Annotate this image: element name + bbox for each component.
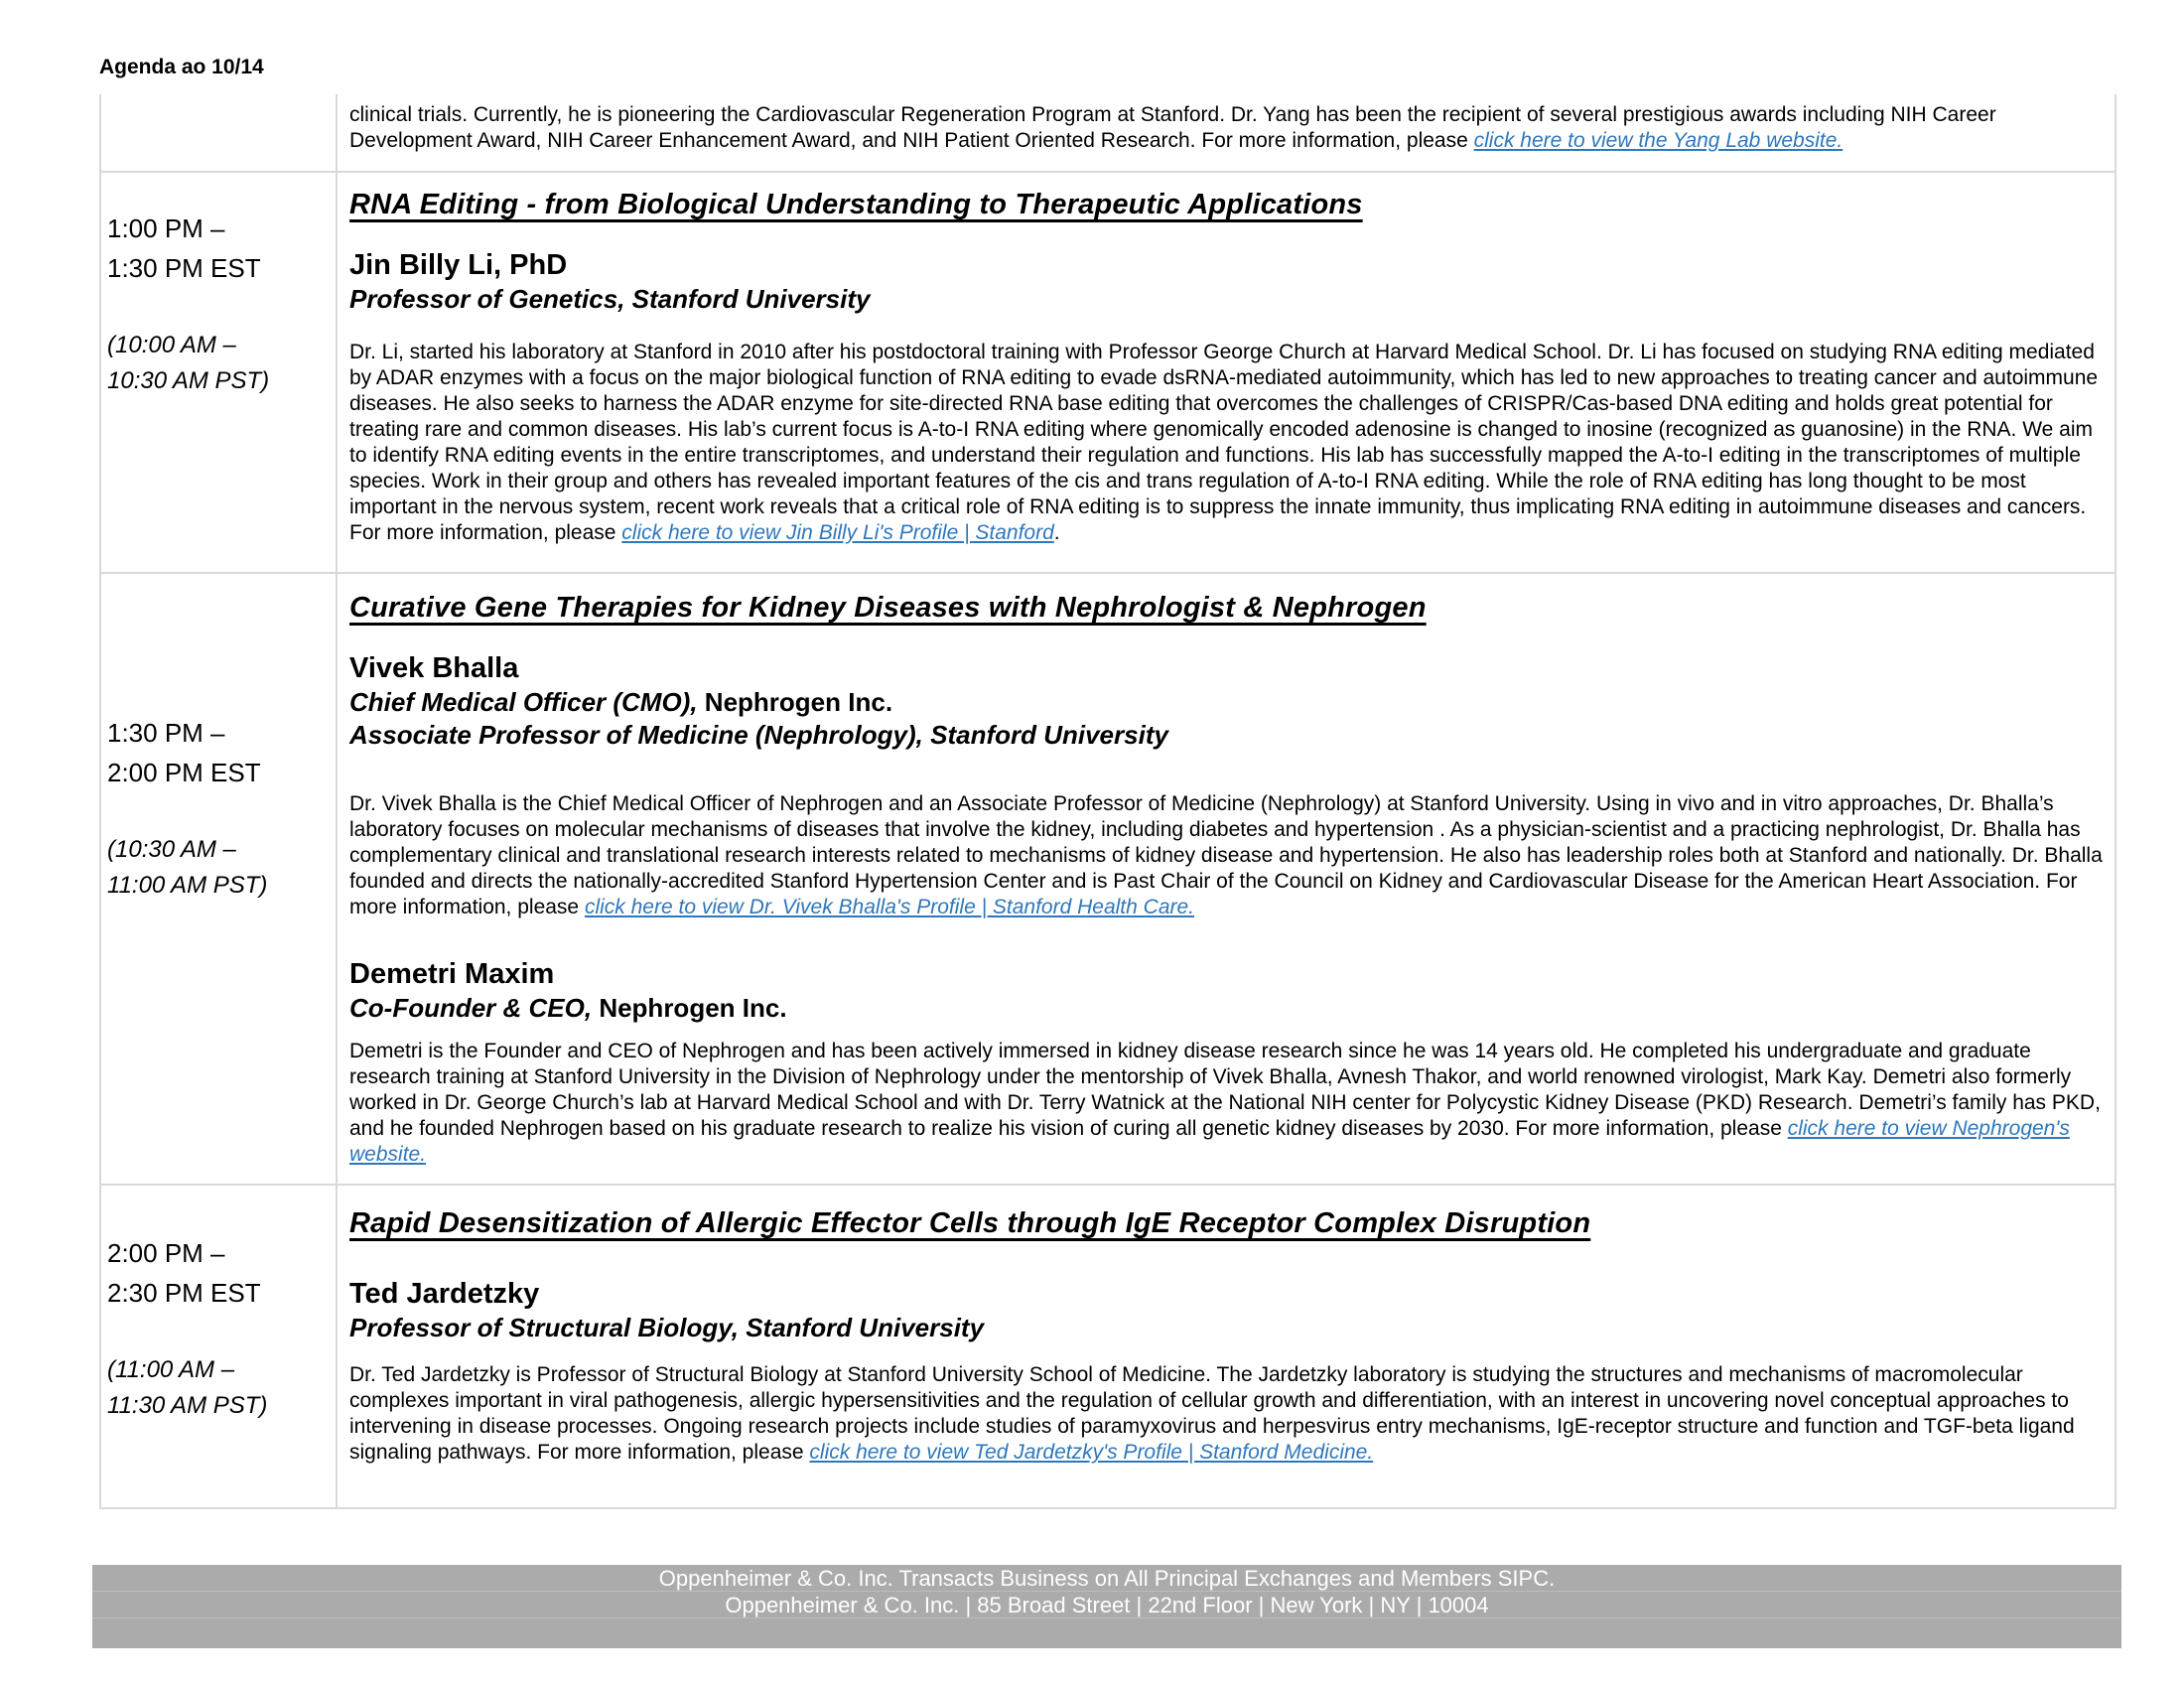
jin-billy-li-profile-link[interactable]: click here to view Jin Billy Li's Profile | Stanford [621, 521, 1054, 544]
session-title: RNA Editing - from Biological Understanding to Therapeutic Applications [349, 189, 1363, 220]
agenda-header-note: Agenda ao 10/14 [99, 56, 264, 78]
speaker-role: Professor of Genetics, Stanford University [349, 284, 871, 314]
speaker-role: Chief Medical Officer (CMO), Nephrogen Inc. [349, 687, 893, 717]
speaker-role: Associate Professor of Medicine (Nephrology), Stanford University [349, 720, 1168, 750]
time-est: 2:00 PM – 2:30 PM EST [107, 1238, 261, 1308]
footer-bar [92, 1565, 2121, 1648]
time-est: 1:00 PM – 1:30 PM EST [107, 213, 261, 283]
time-cell [101, 574, 338, 1184]
session-row-rna-editing [101, 171, 2115, 572]
speaker-bio: Demetri is the Founder and CEO of Nephrogen and has been actively immersed in kidney disease research since he was 14 years old. He completed his undergraduate and graduate research training at Stanford University in the Division of Nephrology under the mentorship of Vivek Bhalla, Avnesh Thakor, and world renowned virologist, Mark Kay. Demetri also formerly worked in Dr. George Church’s lab at Harvard Medical School and with Dr. Terry Watnick at the National NIH center for Polycystic Kidney Disease (PKD) Research. Demetri’s family has PKD, and he founded Nephrogen based on his graduate research to realize his vision of curing all genetic kidney diseases by 2030. For more information, please click here to view Nephrogen's website. [349, 1040, 2101, 1166]
footer-line1: Oppenheimer & Co. Inc. Transacts Business on All Principal Exchanges and Members SIPC. [92, 1565, 2121, 1592]
session-content [338, 1186, 2115, 1507]
speaker-role: Co-Founder & CEO, Nephrogen Inc. [349, 993, 787, 1023]
speaker-name: Ted Jardetzky [349, 1278, 540, 1310]
session-title: Curative Gene Therapies for Kidney Diseases with Nephrologist & Nephrogen [349, 592, 1427, 624]
speaker-name: Vivek Bhalla [349, 652, 519, 684]
time-cell-empty [101, 94, 338, 171]
footer-line2: Oppenheimer & Co. Inc. | 85 Broad Street | 22nd Floor | New York | NY | 10004 [92, 1592, 2121, 1618]
time-pst: (11:00 AM – 11:30 AM PST) [107, 1356, 268, 1419]
yang-lab-link[interactable]: click here to view the Yang Lab website. [1473, 129, 1843, 152]
session-content-continuation [338, 94, 2115, 171]
speaker-bio: Dr. Vivek Bhalla is the Chief Medical Officer of Nephrogen and an Associate Professor of Medicine (Nephrology) at Stanford University. Using in vivo and in vitro approaches, Dr. Bhalla’s laboratory focuses on molecular mechanisms of diseases that involve the kidney, including diabetes and hypertension . As a physician-scientist and a practicing nephrologist, Dr. Bhalla has complementary clinical and translational research interests related to mechanisms of kidney disease and hypertension. He also has leadership roles both at Stanford and nationally. Dr. Bhalla founded and directs the nationally-accredited Stanford Hypertension Center and is Past Chair of the Council on Kidney and Cardiovascular Disease for the American Heart Association. For more information, please click here to view Dr. Vivek Bhalla's Profile | Stanford Health Care. [349, 792, 2103, 918]
session-row-kidney-gene-therapies [101, 572, 2115, 1184]
session-row-continuation [101, 94, 2115, 171]
ted-jardetzky-profile-link[interactable]: click here to view Ted Jardetzky's Profile | Stanford Medicine. [809, 1441, 1374, 1464]
session-content [338, 173, 2115, 572]
session-title: Rapid Desensitization of Allergic Effector Cells through IgE Receptor Complex Disruption [349, 1207, 1591, 1239]
time-pst: (10:00 AM – 10:30 AM PST) [107, 332, 270, 394]
speaker-bio: Dr. Ted Jardetzky is Professor of Structural Biology at Stanford University School of Medicine. The Jardetzky laboratory is studying the structures and mechanisms of macromolecular complexes important in viral pathogenesis, allergic hypersensitivities and the regulation of cellular growth and differentiation, with an interest in uncovering novel conceptual approaches to intervening in disease processes. Ongoing research projects include studies of paramyxovirus and herpesvirus entry mechanisms, IgE-receptor structure and function and TGF-beta ligand signaling pathways. For more information, please click here to view Ted Jardetzky's Profile | Stanford Medicine. [349, 1363, 2075, 1464]
time-pst: (10:30 AM – 11:00 AM PST) [107, 836, 268, 899]
speaker-bio: clinical trials. Currently, he is pioneering the Cardiovascular Regeneration Program at Stanford. Dr. Yang has been the recipient of several prestigious awards including NIH Career Development Award, NIH Career Enhancement Award, and NIH Patient Oriented Research. For more information, please click here to view the Yang Lab website. [349, 103, 1996, 152]
session-row-ige-receptor [101, 1184, 2115, 1507]
time-est: 1:30 PM – 2:00 PM EST [107, 718, 261, 787]
time-cell [101, 173, 338, 572]
speaker-role: Professor of Structural Biology, Stanford University [349, 1313, 985, 1342]
nephrogen-website-link[interactable]: click here to view Nephrogen's website. [349, 1117, 2070, 1166]
speaker-name: Jin Billy Li, PhD [349, 249, 568, 281]
agenda-table [99, 94, 2116, 1509]
speaker-name: Demetri Maxim [349, 958, 555, 990]
time-cell [101, 1186, 338, 1507]
session-content [338, 574, 2115, 1184]
speaker-bio: Dr. Li, started his laboratory at Stanford in 2010 after his postdoctoral training with Professor George Church at Harvard Medical School. Dr. Li has focused on studying RNA editing mediated by ADAR enzymes with a focus on the major biological function of RNA editing to evade dsRNA-mediated autoimmunity, which has led to new approaches to treating cancer and autoimmune diseases. He also seeks to harness the ADAR enzyme for site-directed RNA base editing that overcomes the challenges of CRISPR/Cas-based DNA editing and holds great potential for treating rare and common diseases. His lab’s current focus is A-to-I RNA editing where genomically encoded adenosine is changed to inosine (recognized as guanosine) in the RNA. We aim to identify RNA editing events in the entire transcriptomes, and understand their regulation and functions. His lab has successfully mapped the A-to-I editing in the transcriptomes of multiple species. Work in their group and others has revealed important features of the cis and trans regulation of A-to-I RNA editing. While the role of RNA editing has long thought to be most important in the nervous system, recent work reveals that a critical role of RNA editing is to suppress the innate immunity, thus implicating RNA editing in autoimmune diseases and cancers. For more information, please click here to view Jin Billy Li's Profile | Stanford. [349, 341, 2099, 544]
vivek-bhalla-profile-link[interactable]: click here to view Dr. Vivek Bhalla's Profile | Stanford Health Care. [584, 896, 1195, 918]
